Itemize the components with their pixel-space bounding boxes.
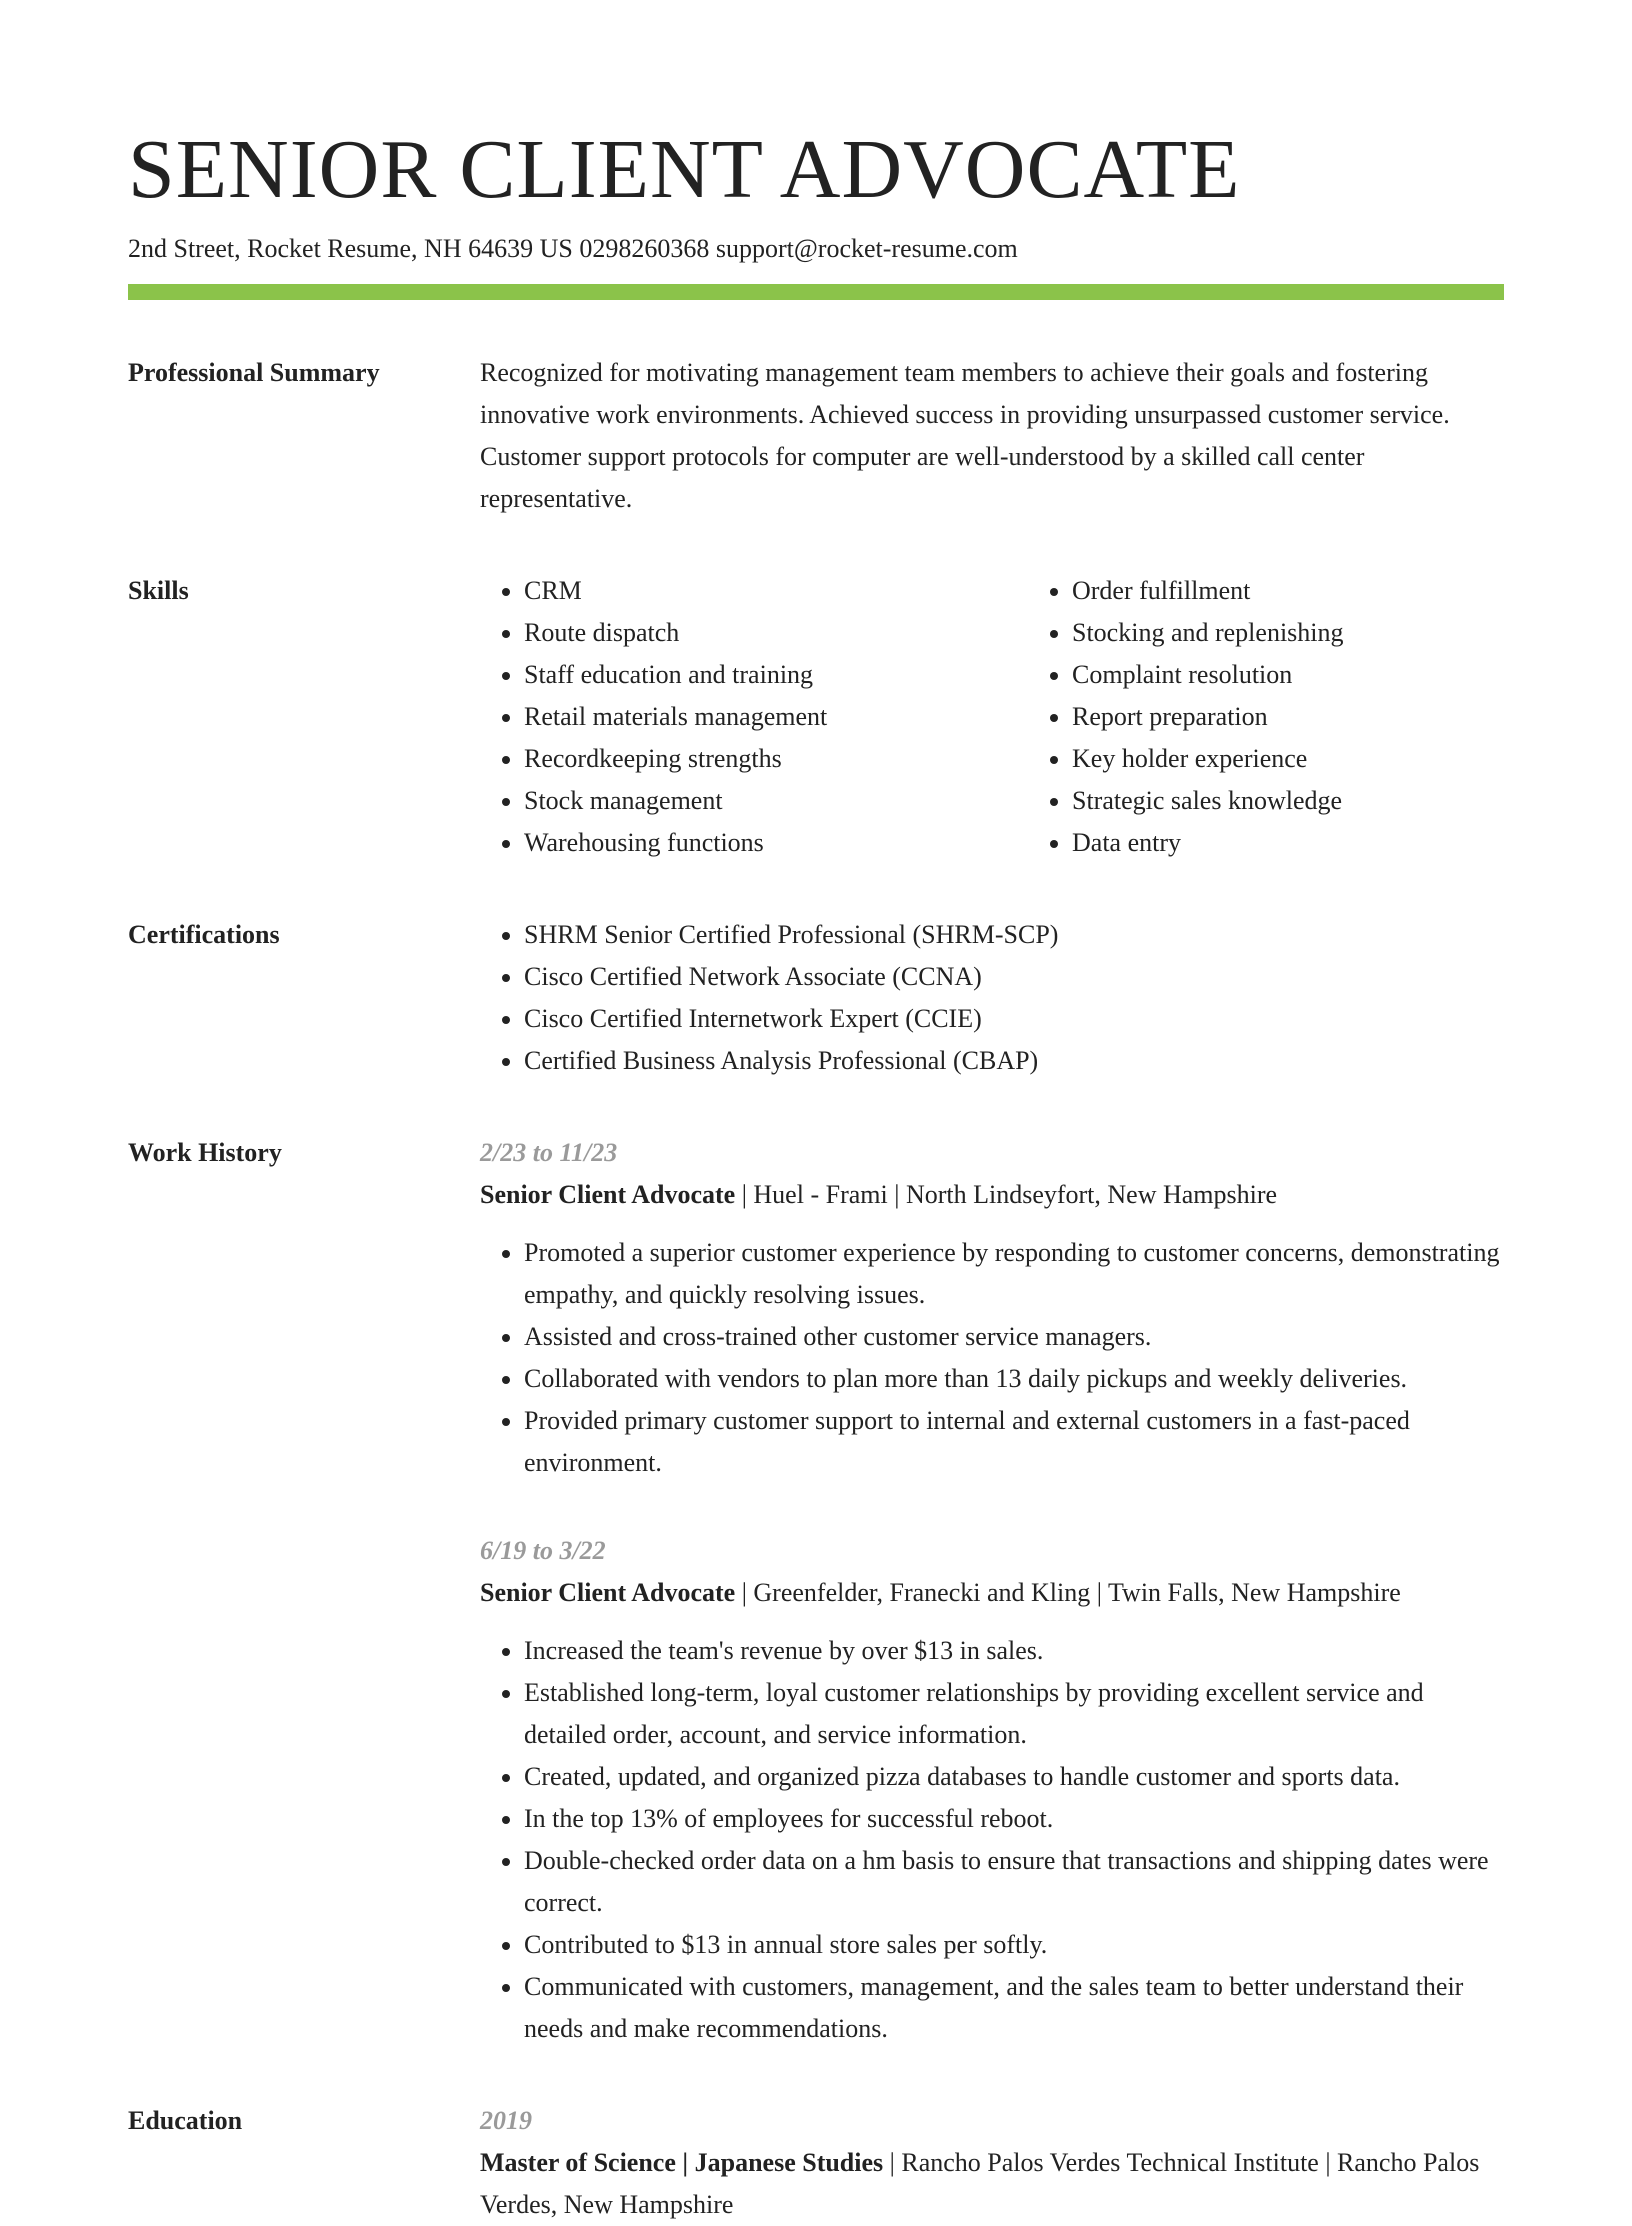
education-line: [480, 2142, 1504, 2226]
job-dates: 2/23 to 11/23: [480, 1138, 618, 1167]
job-bullet: • Double-checked order data on a hm basis to ensure that transactions and shipping dates were correct.: [524, 1840, 1504, 1924]
skills-heading: Skills: [128, 576, 189, 605]
contact-line: [128, 232, 1504, 266]
skill-item: • Recordkeeping strengths: [524, 738, 1028, 780]
job-entry: [480, 1530, 1504, 2050]
job-bullets: [480, 1630, 1504, 2050]
job-header: [480, 1174, 1504, 1216]
skill-item: • CRM: [524, 570, 1028, 612]
job-location: Twin Falls, New Hampshire: [1107, 1578, 1401, 1607]
skill-item: • Key holder experience: [1072, 738, 1576, 780]
job-bullet: • Increased the team's revenue by over $13 in sales.: [524, 1630, 1504, 1672]
job-entry: [480, 1132, 1504, 1484]
contact-email: support@rocket-resume.com: [715, 234, 1018, 263]
job-title: Senior Client Advocate: [480, 1578, 736, 1607]
certification-item: • Certified Business Analysis Professional (CBAP): [524, 1040, 1504, 1082]
certification-item: • Cisco Certified Internetwork Expert (CCIE): [524, 998, 1504, 1040]
job-bullet: • In the top 13% of employees for successful reboot.: [524, 1798, 1504, 1840]
certifications-list: [480, 914, 1504, 1082]
job-location: North Lindseyfort, New Hampshire: [905, 1180, 1278, 1209]
skill-item: • Staff education and training: [524, 654, 1028, 696]
education-section: [128, 2100, 1504, 2226]
skill-item: • Strategic sales knowledge: [1072, 780, 1576, 822]
education-year: 2019: [480, 2106, 532, 2135]
job-bullets: [480, 1232, 1504, 1484]
job-title: Senior Client Advocate: [480, 1180, 736, 1209]
job-bullet: • Contributed to $13 in annual store sales per softly.: [524, 1924, 1504, 1966]
certifications-heading: Certifications: [128, 920, 280, 949]
education-location: Rancho Palos Verdes, New Hampshire: [480, 2148, 1480, 2219]
job-header: [480, 1572, 1504, 1614]
work-history-heading: Work History: [128, 1138, 282, 1167]
job-company: Huel - Frami: [753, 1180, 888, 1209]
job-bullet: • Collaborated with vendors to plan more than 13 daily pickups and weekly deliveries.: [524, 1358, 1504, 1400]
skill-item: • Complaint resolution: [1072, 654, 1576, 696]
contact-phone: 0298260368: [579, 234, 710, 263]
skills-list-left: [480, 570, 1028, 864]
education-school: Rancho Palos Verdes Technical Institute |: [901, 2148, 1331, 2177]
job-bullet: • Created, updated, and organized pizza databases to handle customer and sports data.: [524, 1756, 1504, 1798]
summary-text: Recognized for motivating management team members to achieve their goals and fostering innovative work environments. Achieved success in providing unsurpassed customer service. Customer support protocols for computer are well-understood by a skilled call center representative.: [480, 358, 1450, 513]
skill-item: • Data entry: [1072, 822, 1576, 864]
education-degree: Master of Science | Japanese Studies: [480, 2148, 884, 2177]
resume-page: [128, 120, 1504, 2226]
skill-item: • Route dispatch: [524, 612, 1028, 654]
job-bullet: • Communicated with customers, management, and the sales team to better understand their needs and make recommendations.: [524, 1966, 1504, 2050]
resume-name: SENIOR CLIENT ADVOCATE: [128, 123, 1241, 216]
job-bullet: • Assisted and cross-trained other customer service managers.: [524, 1316, 1504, 1358]
skill-item: • Stocking and replenishing: [1072, 612, 1576, 654]
education-heading: Education: [128, 2106, 243, 2135]
skills-list-right: [1028, 570, 1576, 864]
skill-item: • Warehousing functions: [524, 822, 1028, 864]
header-divider: [128, 284, 1504, 300]
skill-item: • Order fulfillment: [1072, 570, 1576, 612]
job-bullet: • Established long-term, loyal customer relationships by providing excellent service and detailed order, account, and service information.: [524, 1672, 1504, 1756]
job-dates: 6/19 to 3/22: [480, 1536, 606, 1565]
job-bullet: • Promoted a superior customer experience by responding to customer concerns, demonstrating empathy, and quickly resolving issues.: [524, 1232, 1504, 1316]
skills-section: [128, 570, 1504, 864]
summary-heading: Professional Summary: [128, 358, 380, 387]
job-company: Greenfelder, Franecki and Kling: [753, 1578, 1091, 1607]
work-history-section: [128, 1132, 1504, 2050]
contact-address: 2nd Street, Rocket Resume, NH 64639 US: [128, 234, 573, 263]
certification-item: • Cisco Certified Network Associate (CCNA): [524, 956, 1504, 998]
skill-item: • Report preparation: [1072, 696, 1576, 738]
certifications-section: [128, 914, 1504, 1082]
certification-item: • SHRM Senior Certified Professional (SHRM-SCP): [524, 914, 1504, 956]
summary-section: [128, 352, 1504, 520]
skill-item: • Retail materials management: [524, 696, 1028, 738]
skill-item: • Stock management: [524, 780, 1028, 822]
job-bullet: • Provided primary customer support to internal and external customers in a fast-paced environment.: [524, 1400, 1504, 1484]
